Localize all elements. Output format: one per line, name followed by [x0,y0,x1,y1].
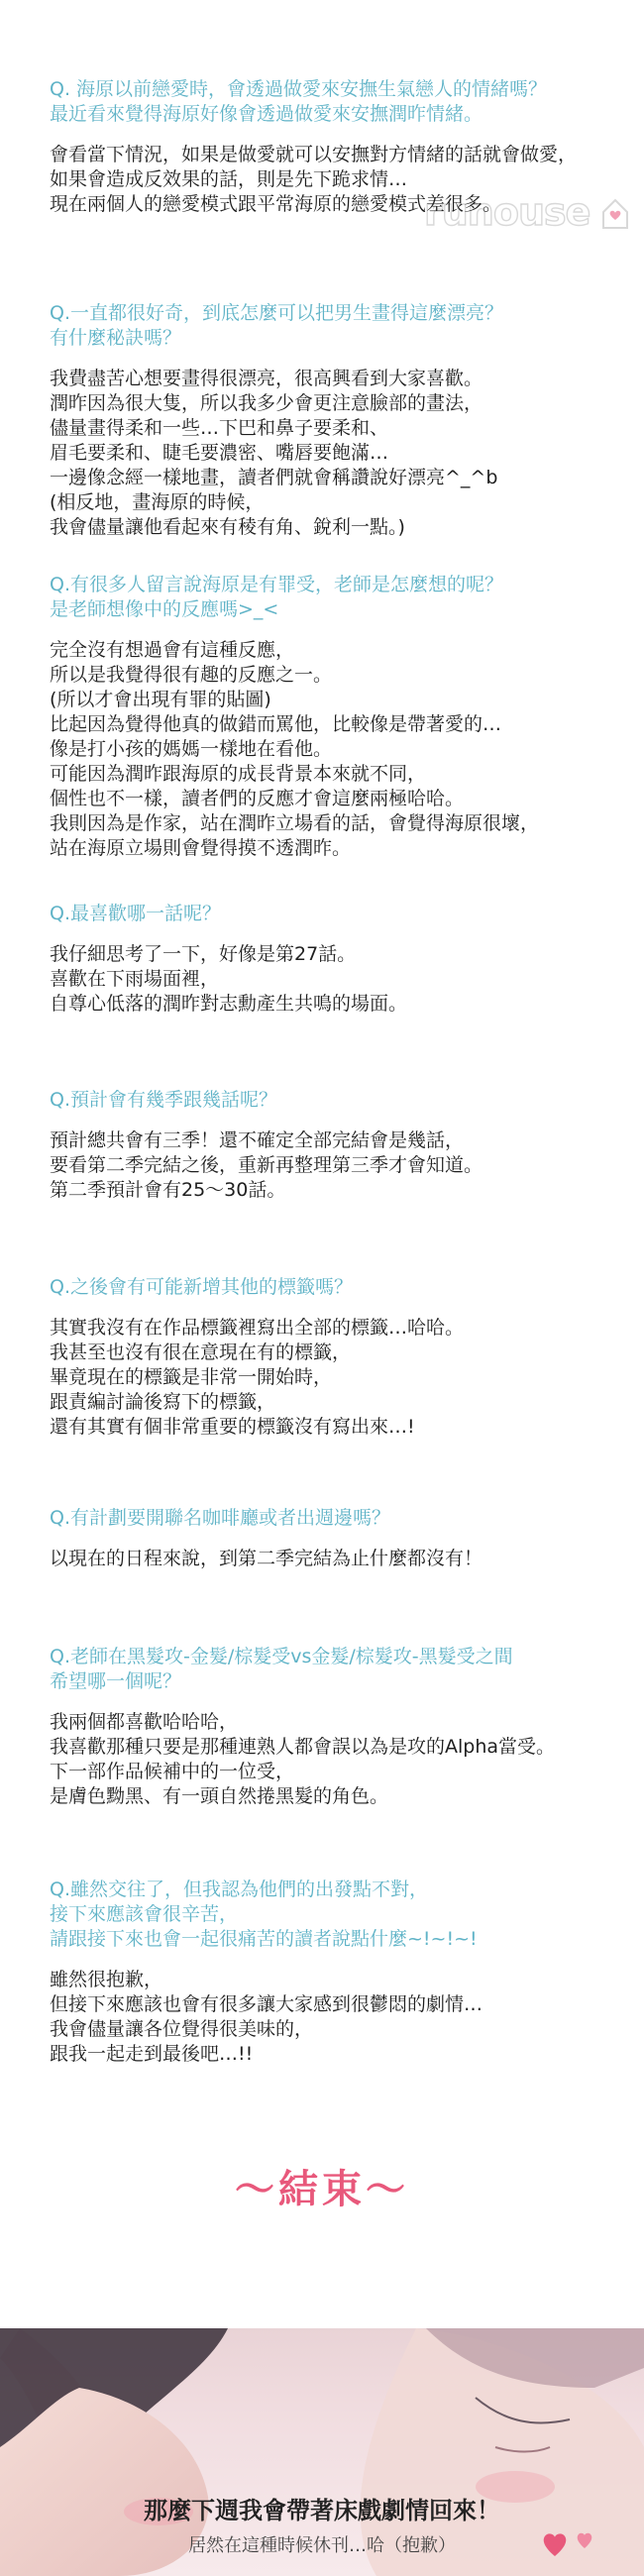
watermark-text: runouse [424,190,590,234]
answer-text: 我仔細思考了一下，好像是第27話。 喜歡在下雨場面裡， 自尊心低落的潤昨對志勳產生共鳴的場面。 [50,943,408,1015]
answer-text: 會看當下情況，如果是做愛就可以安撫對方情緒的話就會做愛， 如果會造成反效果的話，則是先下跪求情… 現在兩個人的戀愛模式跟平常海原的戀愛模式差很多。 [50,144,578,215]
closing-line-2: 居然在這種時候休刊…哈（抱歉） [188,2535,456,2556]
qa-block-3 [50,573,614,861]
question-text: Q.一直都很好奇，到底怎麼可以把男生畫得這麼漂亮？ 有什麼秘訣嗎？ [50,302,503,349]
answer-text: 我費盡苦心想要畫得很漂亮，很高興看到大家喜歡。 潤昨因為很大隻，所以我多少會更注意臉部的畫法， 儘量畫得柔和一些…下巴和鼻子要柔和、 眉毛要柔和、睫毛要濃密、嘴唇要飽滿… 一邊像念經一樣地畫，讀者們就會稱讚說好漂亮^_^b (相反地，畫海原的時候， 我會儘量讓他看起來有稜有角、銳利一點。) [50,368,498,538]
question-text: Q. 海原以前戀愛時，會透過做愛來安撫生氣戀人的情緒嗎？ 最近看來覺得海原好像會透過做愛來安撫潤昨情緒。 [50,78,548,125]
answer-text: 完全沒有想過會有這種反應， 所以是我覺得很有趣的反應之一。 (所以才會出現有罪的貼圖) 比起因為覺得他真的做錯而罵他，比較像是帶著愛的… 像是打小孩的媽媽一樣地在看他。 可能因為潤昨跟海原的成長背景本來就不同， 個性也不一樣，讀者們的反應才會這麼兩極哈哈。 我則因為是作家，站在潤昨立場看的話，會覺得海原很壞， 站在海原立場則會覺得摸不透潤昨。 [50,639,540,859]
answer-text: 雖然很抱歉， 但接下來應該也會有很多讓大家感到很鬱悶的劇情… 我會儘量讓各位覺得很美味的， 跟我一起走到最後吧…!! [50,1969,483,2065]
answer-text: 我兩個都喜歡哈哈哈， 我喜歡那種只要是那種連熟人都會誤以為是攻的Alpha當受。 下一部作品候補中的一位受， 是膚色黝黑、有一頭自然捲黑髮的角色。 [50,1711,556,1807]
question-text: Q.預計會有幾季跟幾話呢？ [50,1089,277,1111]
ending-title: 〜結束〜 [235,2166,409,2212]
qa-block-4 [50,902,614,1017]
question-text: Q.有計劃要開聯名咖啡廳或者出週邊嗎？ [50,1507,390,1529]
qa-block-8 [50,1645,614,1809]
qa-block-7 [50,1506,614,1571]
question-text: Q.之後會有可能新增其他的標籤嗎？ [50,1276,353,1298]
qa-block-5 [50,1088,614,1203]
qa-block-6 [50,1275,614,1440]
closing-line-1: 那麼下週我會帶著床戲劇情回來！ [144,2497,500,2524]
question-text: Q.雖然交往了，但我認為他們的出發點不對， 接下來應該會很辛苦， 請跟接下來也會一起很痛苦的讀者說點什麼~!~!~! [50,1878,478,1950]
answer-text: 預計總共會有三季！還不確定全部完結會是幾話， 要看第二季完結之後，重新再整理第三季才會知道。 第二季預計會有25〜30話。 [50,1129,483,1201]
question-text: Q.最喜歡哪一話呢？ [50,903,221,924]
qa-block-2 [50,301,614,540]
question-text: Q.老師在黑髮攻-金髮/棕髮受vs金髮/棕髮攻-黑髮受之間 希望哪一個呢？ [50,1646,513,1692]
question-text: Q.有很多人留言說海原是有罪受，老師是怎麼想的呢？ 是老師想像中的反應嗎>_< [50,574,503,620]
closing-caption [0,2491,644,2557]
answer-text: 以現在的日程來說，到第二季完結為止什麼都沒有！ [50,1548,483,1569]
qa-block-9 [50,1878,614,2067]
answer-text: 其實我沒有在作品標籤裡寫出全部的標籤…哈哈。 我甚至也沒有很在意現在有的標籤， 畢竟現在的標籤是非常一開始時， 跟責編討論後寫下的標籤， 還有其實有個非常重要的標籤沒有寫出來…! [50,1317,465,1438]
qa-block-1 [50,77,614,217]
